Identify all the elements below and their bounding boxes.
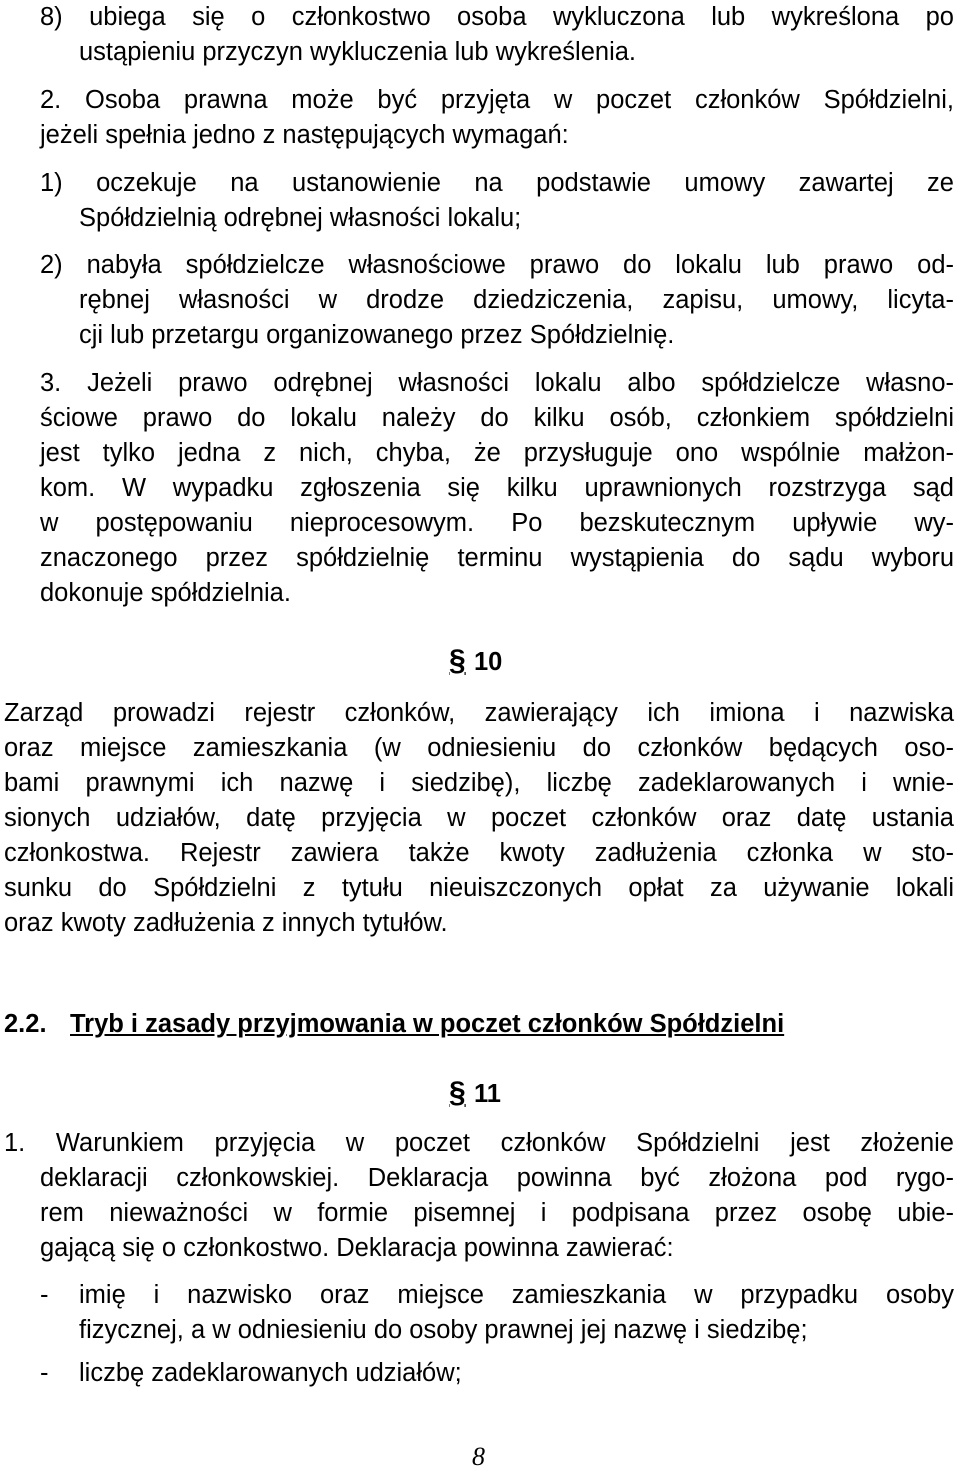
text-line: rębnej własności w drodze dziedziczenia, zapisu, umowy, licyta- <box>79 286 954 314</box>
section-heading-title: Tryb i zasady przyjmowania w poczet członków Spółdzielni <box>70 1010 785 1038</box>
text-line: jeżeli spełnia jedno z następujących wymagań: <box>40 121 569 149</box>
text-line: 2) nabyła spółdzielcze własnościowe prawo do lokalu lub prawo od- <box>40 251 954 279</box>
text-line: liczbę zadeklarowanych udziałów; <box>79 1359 462 1387</box>
text-line: znaczonego przez spółdzielnię terminu wystąpienia do sądu wyboru <box>40 544 954 572</box>
section-sign: § <box>449 644 466 677</box>
text-line: 8) ubiega się o członkostwo osoba wykluczona lub wykreślona po <box>40 3 954 31</box>
text-line: dokonuje spółdzielnia. <box>40 579 291 607</box>
text-line: oraz miejsce zamieszkania (w odniesieniu do członków będących oso- <box>4 734 954 762</box>
text-line: gającą się o członkostwo. Deklaracja powinna zawierać: <box>40 1234 674 1262</box>
text-line: w postępowaniu nieprocesowym. Po bezskutecznym upływie wy- <box>40 509 954 537</box>
section-number: 10 <box>474 648 503 676</box>
text-line: oraz kwoty zadłużenia z innych tytułów. <box>4 909 448 937</box>
text-line: 1) oczekuje na ustanowienie na podstawie umowy zawartej ze <box>40 169 954 197</box>
section-heading-number: 2.2. <box>4 1010 47 1038</box>
text-line: 2. Osoba prawna może być przyjęta w poczet członków Spółdzielni, <box>40 86 954 114</box>
text-line: cji lub przetargu organizowanego przez Spółdzielnię. <box>79 321 675 349</box>
text-line: 1. Warunkiem przyjęcia w poczet członków Spółdzielni jest złożenie <box>4 1129 954 1157</box>
text-line: deklaracji członkowskiej. Deklaracja powinna być złożona pod rygo- <box>40 1164 954 1192</box>
page-number: 8 <box>472 1442 485 1471</box>
text-line: jest tylko jedna z nich, chyba, że przysługuje ono wspólnie małżon- <box>40 439 954 467</box>
bullet-marker: - <box>40 1359 49 1387</box>
text-line: bami prawnymi ich nazwę i siedzibę), liczbę zadeklarowanych i wnie- <box>4 769 954 797</box>
text-line: sunku do Spółdzielni z tytułu nieuiszczonych opłat za używanie lokali <box>4 874 954 902</box>
section-sign: § <box>449 1076 466 1109</box>
bullet-marker: - <box>40 1281 49 1309</box>
text-line: ściowe prawo do lokalu należy do kilku osób, członkiem spółdzielni <box>40 404 954 432</box>
text-line: rem nieważności w formie pisemnej i podpisana przez osobę ubie- <box>40 1199 954 1227</box>
text-line: sionych udziałów, datę przyjęcia w poczet członków oraz datę ustania <box>4 804 954 832</box>
text-line: członkostwa. Rejestr zawiera także kwoty zadłużenia członka w sto- <box>4 839 954 867</box>
text-line: Zarząd prowadzi rejestr członków, zawierający ich imiona i nazwiska <box>4 699 954 727</box>
text-line: ustąpieniu przyczyn wykluczenia lub wykreślenia. <box>79 38 637 66</box>
text-line: imię i nazwisko oraz miejsce zamieszkania w przypadku osoby <box>79 1281 954 1309</box>
text-line: 3. Jeżeli prawo odrębnej własności lokalu albo spółdzielcze własno- <box>40 369 954 397</box>
section-number: 11 <box>474 1080 501 1108</box>
text-line: Spółdzielnią odrębnej własności lokalu; <box>79 204 522 232</box>
text-line: fizycznej, a w odniesieniu do osoby prawnej jej nazwę i siedzibę; <box>79 1316 808 1344</box>
text-line: kom. W wypadku zgłoszenia się kilku uprawnionych rozstrzyga sąd <box>40 474 954 502</box>
